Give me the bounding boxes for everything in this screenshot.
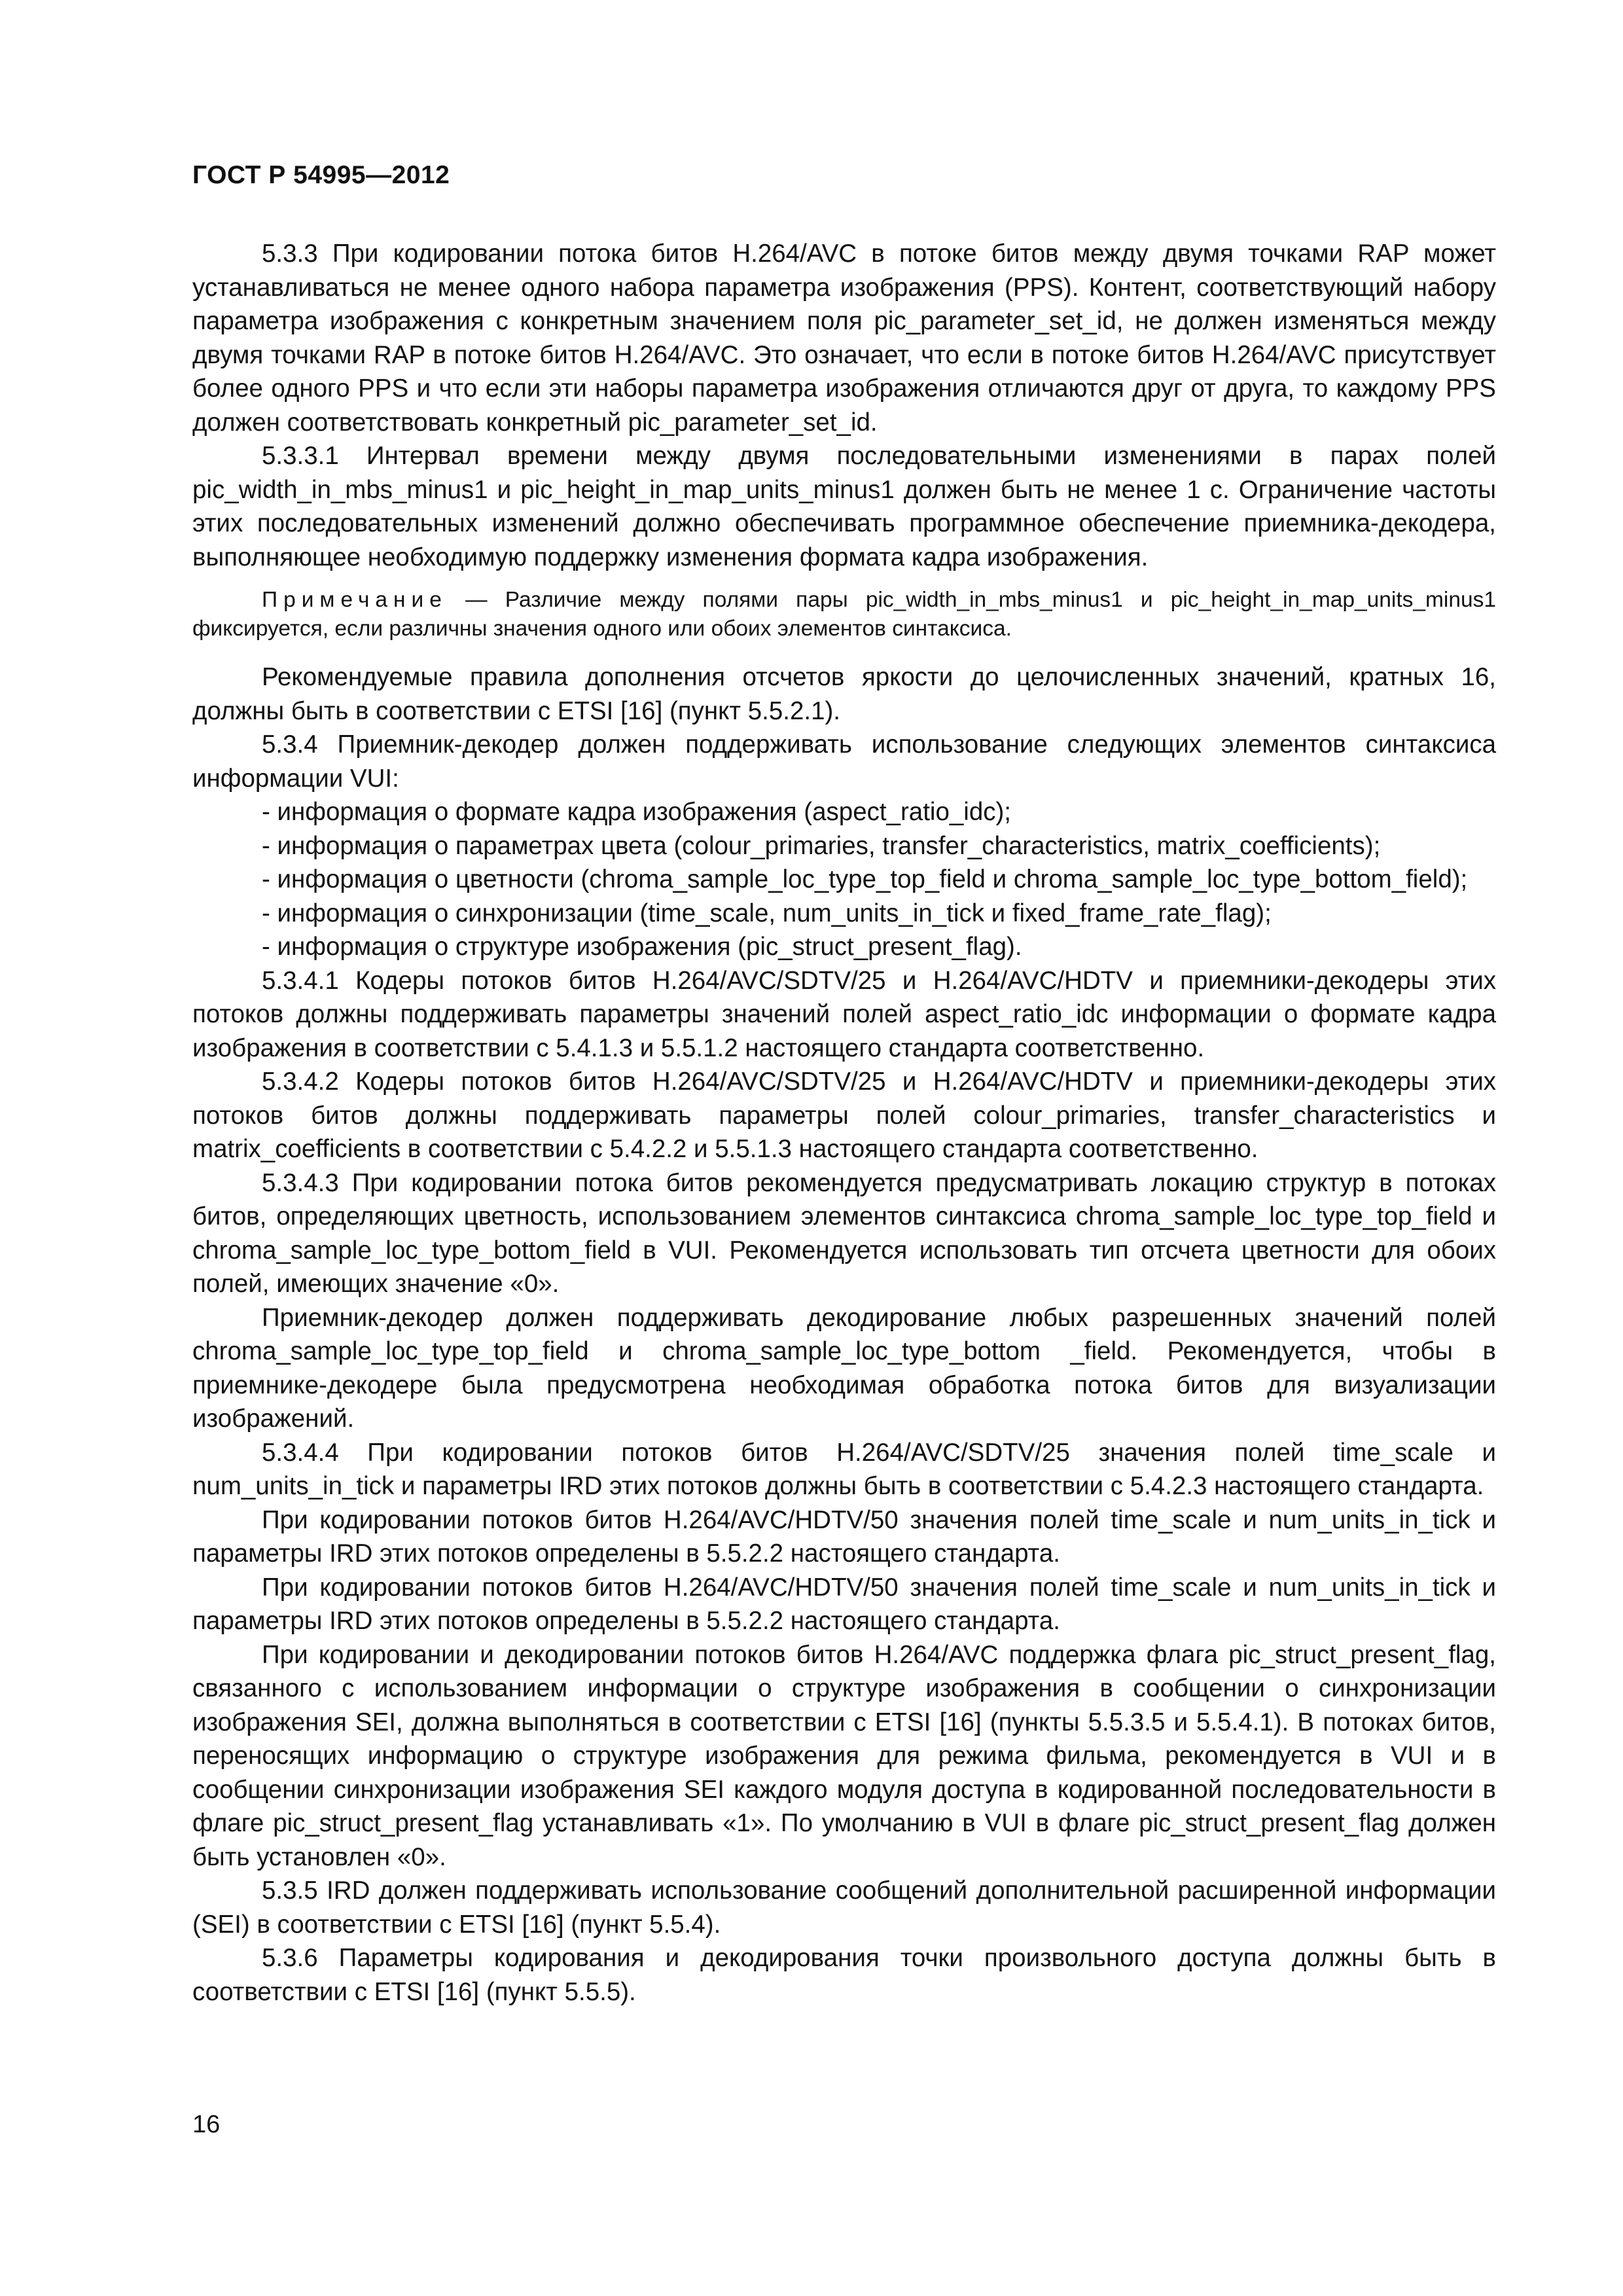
paragraph-5-3-3-1: 5.3.3.1 Интервал времени между двумя последовательными изменениями в парах полей pic_width_in_mbs_minus1 и pic_height_in_map_units_minus1 должен быть не менее 1 с. Ограничение частоты этих последовательных изменений должно обеспечивать программное обеспечение приемника-декодера, выполняющее необходимую поддержку изменения формата кадра изображения. [192, 442, 1496, 571]
document-body [192, 237, 1496, 2009]
note-label: Примечание [262, 588, 448, 612]
list-item: - информация о синхронизации (time_scale, num_units_in_tick и fixed_frame_rate_flag); [262, 899, 1272, 927]
list-item: - информация о параметрах цвета (colour_primaries, transfer_characteristics, matrix_coefficients); [262, 831, 1381, 860]
list-item: - информация о формате кадра изображения (aspect_ratio_idc); [262, 798, 1011, 826]
paragraph-5-3-4-2: 5.3.4.2 Кодеры потоков битов H.264/AVC/SDTV/25 и H.264/AVC/HDTV и приемники-декодеры этих потоков битов должны поддерживать параметры полей colour_primaries, transfer_characteristics и matrix_coefficients в соответствии с 5.4.2.2 и 5.5.1.3 настоящего стандарта соответственно. [192, 1067, 1496, 1163]
paragraph-receiver-decoding: Приемник-декодер должен поддерживать декодирование любых разрешенных значений полей chroma_sample_loc_type_top_field и chroma_sample_loc_type_bottom _field. Рекомендуется, чтобы в приемнике-декодере была предусмотрена необходимая обработка потока битов для визуализации изображений. [192, 1303, 1496, 1433]
paragraph-5-3-4-4: 5.3.4.4 При кодировании потоков битов H.264/AVC/SDTV/25 значения полей time_scale и num_units_in_tick и параметры IRD этих потоков должны быть в соответствии с 5.4.2.3 настоящего стандарта. [192, 1438, 1496, 1500]
note [192, 586, 1496, 643]
paragraph-5-3-4-3: 5.3.4.3 При кодировании потока битов рекомендуется предусматривать локацию структур в потоках битов, определяющих цветность, использованием элементов синтаксиса chroma_sample_loc_type_top_field и chroma_sample_loc_type_bottom_field в VUI. Рекомендуется использовать тип отсчета цветности для обоих полей, имеющих значение «0». [192, 1168, 1496, 1298]
paragraph-luma-padding: Рекомендуемые правила дополнения отсчетов яркости до целочисленных значений, кратных 16, должны быть в соответствии с ETSI [16] (пункт 5.5.2.1). [192, 663, 1496, 725]
paragraph-pic-struct: При кодировании и декодировании потоков битов H.264/AVC поддержка флага pic_struct_present_flag, связанного с использованием информации о структуре изображения в сообщении о синхронизации изображения SEI, должна выполняться в соответствии с ETSI [16] (пункты 5.5.3.5 и 5.5.4.1). В потоках битов, переносящих информацию о структуре изображения для режима фильма, рекомендуется в VUI и в сообщении синхронизации изображения SEI каждого модуля доступа в кодированной последовательности в флаге pic_struct_present_flag устанавливать «1». По умолчанию в VUI в флаге pic_struct_present_flag должен быть установлен «0». [192, 1640, 1496, 1871]
vui-list [192, 795, 1496, 964]
list-item: - информация о структуре изображения (pic_struct_present_flag). [262, 933, 1022, 961]
paragraph-hdtv-timing-1: При кодировании потоков битов H.264/AVC/HDTV/50 значения полей time_scale и num_units_in_tick и параметры IRD этих потоков определены в 5.5.2.2 настоящего стандарта. [192, 1505, 1496, 1568]
list-item: - информация о цветности (chroma_sample_loc_type_top_field и chroma_sample_loc_type_bottom_field); [262, 865, 1468, 893]
paragraph-5-3-5: 5.3.5 IRD должен поддерживать использование сообщений дополнительной расширенной информации (SEI) в соответствии с ETSI [16] (пункт 5.5.4). [192, 1876, 1496, 1939]
document-header: ГОСТ Р 54995—2012 [192, 161, 450, 189]
paragraph-5-3-6: 5.3.6 Параметры кодирования и декодирования точки произвольного доступа должны быть в соответствии с ETSI [16] (пункт 5.5.5). [192, 1944, 1496, 2006]
paragraph-5-3-4: 5.3.4 Приемник-декодер должен поддерживать использование следующих элементов синтаксиса информации VUI: [192, 730, 1496, 793]
page-number: 16 [192, 2111, 221, 2138]
paragraph-5-3-4-1: 5.3.4.1 Кодеры потоков битов H.264/AVC/SDTV/25 и H.264/AVC/HDTV и приемники-декодеры этих потоков должны поддерживать параметры значений полей aspect_ratio_idc информации о формате кадра изображения в соответствии с 5.4.1.3 и 5.5.1.2 настоящего стандарта соответственно. [192, 966, 1496, 1062]
paragraph-5-3-3: 5.3.3 При кодировании потока битов H.264/AVC в потоке битов между двумя точками RAP может устанавливаться не менее одного набора параметра изображения (PPS). Контент, соответствующий набору параметра изображения с конкретным значением поля pic_parameter_set_id, не должен изменяться между двумя точками RAP в потоке битов H.264/AVC. Это означает, что если в потоке битов H.264/AVC присутствует более одного PPS и что если эти наборы параметра изображения отличаются друг от друга, то каждому PPS должен соответствовать конкретный pic_parameter_set_id. [192, 240, 1496, 437]
paragraph-hdtv-timing-2: При кодировании потоков битов H.264/AVC/HDTV/50 значения полей time_scale и num_units_in_tick и параметры IRD этих потоков определены в 5.5.2.2 настоящего стандарта. [192, 1573, 1496, 1635]
note-text: — Различие между полями пары pic_width_in_mbs_minus1 и pic_height_in_map_units_minus1 фиксируется, если различны значения одного или обоих элементов синтаксиса. [192, 588, 1496, 641]
